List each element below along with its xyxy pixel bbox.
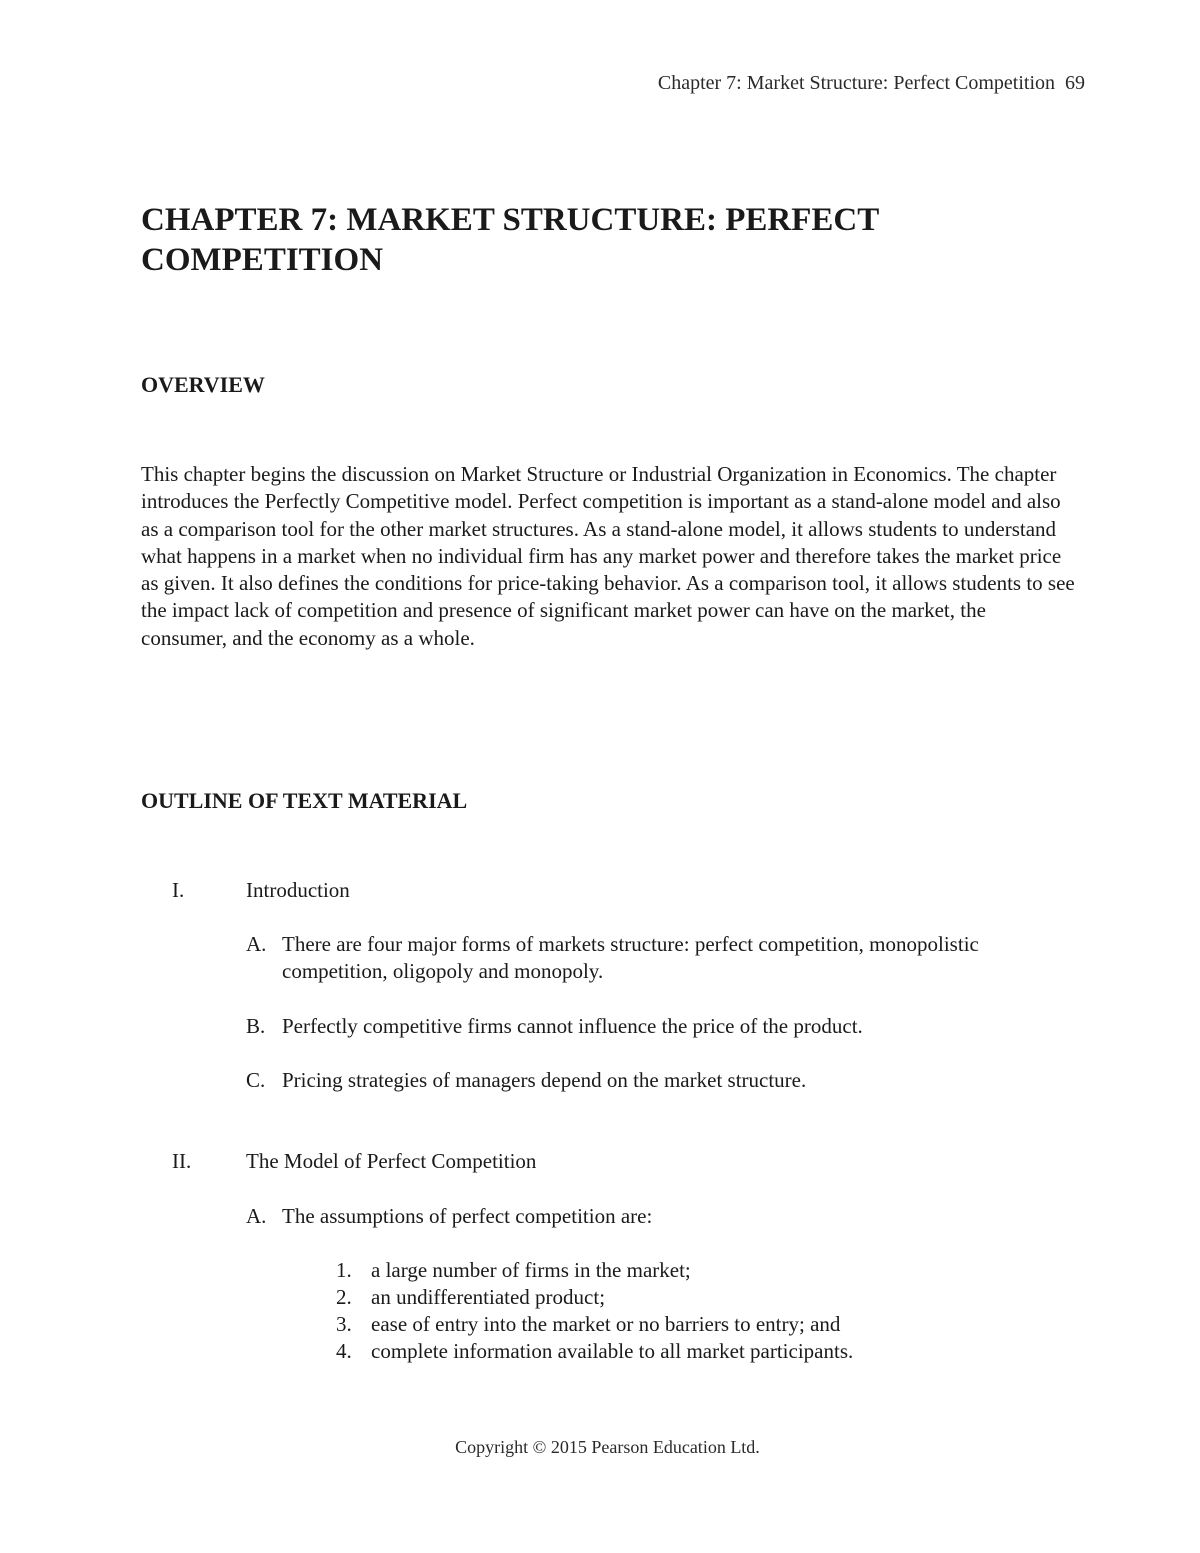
running-header-title: Chapter 7: Market Structure: Perfect Competition	[657, 72, 1055, 94]
outline-section-title: The Model of Perfect Competition	[246, 1149, 537, 1173]
outline-heading: OUTLINE OF TEXT MATERIAL	[141, 788, 468, 813]
outline-item-text: The assumptions of perfect competition are:	[282, 1204, 653, 1228]
outline-item-letter: A.	[246, 1204, 267, 1228]
outline-item-text: There are four major forms of markets structure: perfect competition, monopolistic competition, oligopoly and monopoly.	[282, 932, 979, 983]
running-header	[658, 72, 1085, 95]
outline-subitem-number: 3.	[336, 1312, 352, 1336]
chapter-title: CHAPTER 7: MARKET STRUCTURE: PERFECT COMPETITION	[141, 202, 879, 278]
outline-item-letter: B.	[246, 1014, 266, 1038]
outline-section-title: Introduction	[246, 878, 350, 902]
outline-item-letter: C.	[246, 1068, 266, 1092]
outline-subitem-text: an undifferentiated product;	[371, 1285, 606, 1309]
outline-subitem-number: 1.	[336, 1258, 352, 1282]
copyright-footer: Copyright © 2015 Pearson Education Ltd.	[455, 1437, 760, 1457]
outline-subitem-number: 4.	[336, 1339, 352, 1363]
outline-subitem-text: a large number of firms in the market;	[371, 1258, 691, 1282]
outline-section-numeral: I.	[172, 878, 185, 902]
outline-item-text: Perfectly competitive firms cannot influence the price of the product.	[282, 1014, 863, 1038]
outline-subitem-text: ease of entry into the market or no barriers to entry; and	[371, 1312, 841, 1336]
outline-subitem-number: 2.	[336, 1285, 352, 1309]
outline-section-numeral: II.	[172, 1149, 192, 1173]
page-number: 69	[1065, 72, 1085, 94]
overview-heading: OVERVIEW	[141, 372, 265, 397]
outline-item-letter: A.	[246, 932, 267, 956]
overview-paragraph: This chapter begins the discussion on Market Structure or Industrial Organization in Economics. The chapter introduces the Perfectly Competitive model. Perfect competition is important as a stand-alone model and also as a comparison tool for the other market structures. As a stand-alone model, it allows students to understand what happens in a market when no individual firm has any market power and therefore takes the market price as given. It also defines the conditions for price-taking behavior. As a comparison tool, it allows students to see the impact lack of competition and presence of significant market power can have on the market, the consumer, and the economy as a whole.	[141, 462, 1075, 650]
outline-subitem-text: complete information available to all market participants.	[371, 1339, 854, 1363]
outline-item-text: Pricing strategies of managers depend on the market structure.	[282, 1068, 807, 1092]
